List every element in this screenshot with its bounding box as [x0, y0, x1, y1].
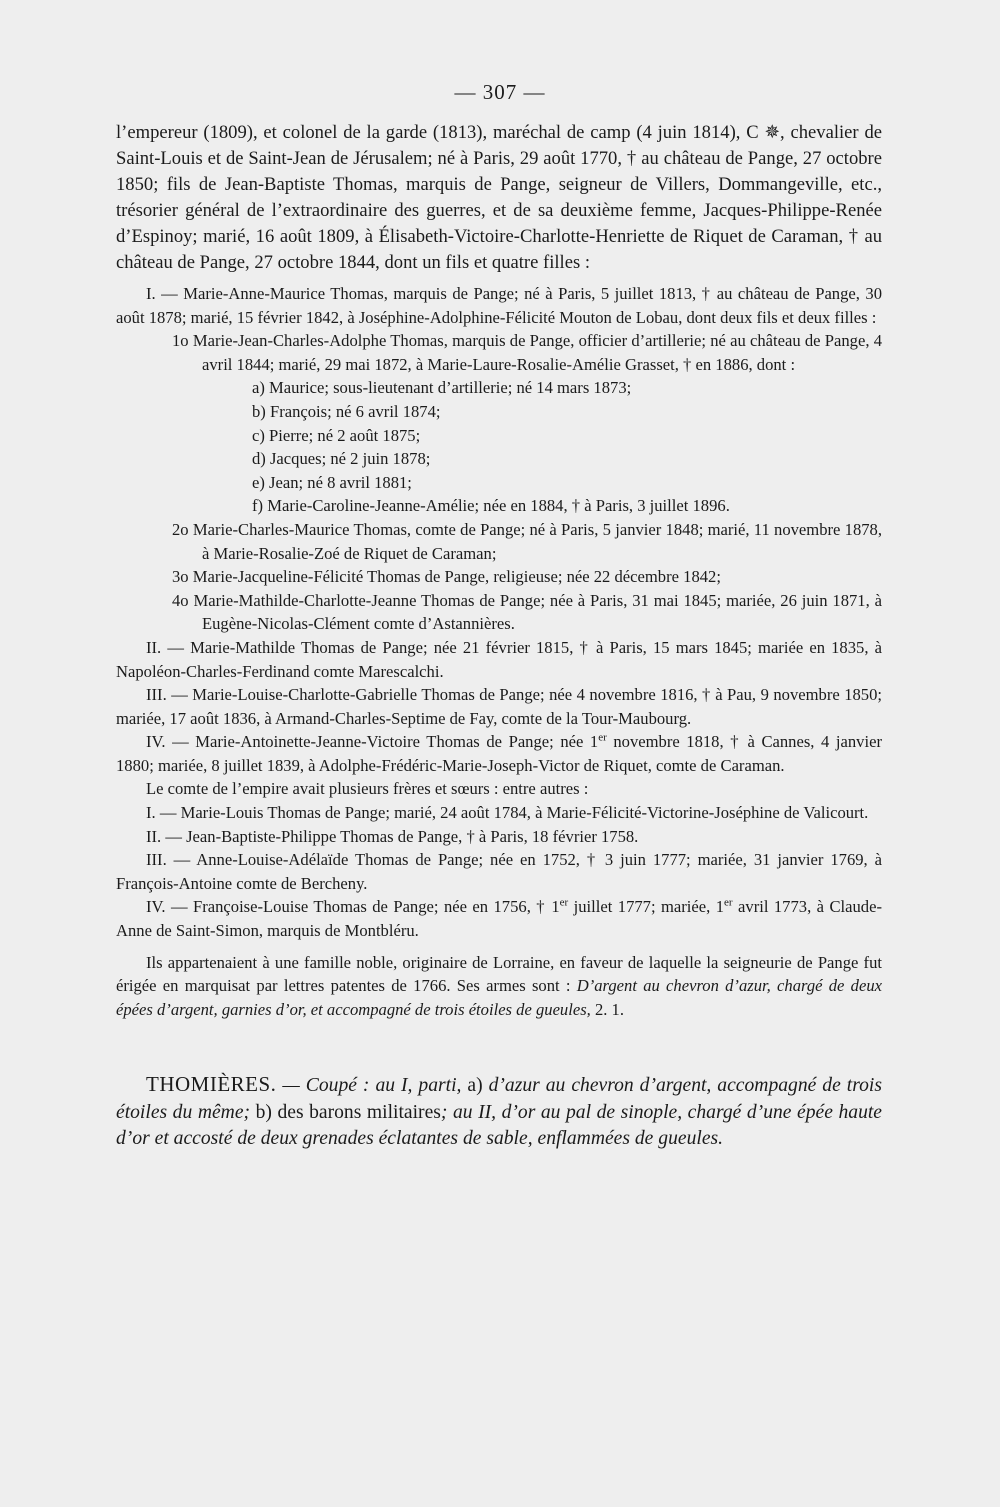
sibling-entry-2: II. — Jean-Baptiste-Philippe Thomas de Pange, † à Paris, 18 février 1758. — [146, 826, 639, 846]
child-entry-4: IV. — Marie-Antoinette-Jeanne-Victoire Thomas de Pange; née 1er novembre 1818, † à Cannes, 4 janvier 1880; mariée, 8 juillet 1839, à Adolphe-Frédéric-Marie-Joseph-Victor de Riquet, comte de Caraman. — [116, 731, 882, 775]
child-entry-2: II. — Marie-Mathilde Thomas de Pange; née 21 février 1815, † à Paris, 15 mars 1845; mariée en 1835, à Napoléon-Charles-Ferdinand comte Marescalchi. — [116, 637, 882, 681]
greatgrandchild-b: b) François; né 6 avril 1874; — [252, 401, 441, 421]
paragraph-intro: l’empereur (1809), et colonel de la garde (1813), maréchal de camp (4 juin 1814), C ✵, chevalier de Saint-Louis et de Saint-Jean de Jérusalem; né à Paris, 29 août 1770, † au château de Pange, 27 octobre 1850; fils de Jean-Baptiste Thomas, marquis de Pange, seigneur de Villers, Dommangeville, etc., trésorier général de l’extraordinaire des guerres, et de sa deuxième femme, Jacques-Philippe-Renée d’Espinoy; marié, 16 août 1809, à Élisabeth-Victoire-Charlotte-Henriette de Riquet de Caraman, † au château de Pange, 27 octobre 1844, dont un fils et quatre filles : — [116, 122, 882, 273]
entry-heading: THOMIÈRES. — [146, 1072, 277, 1097]
sibling-entry-1: I. — Marie-Louis Thomas de Pange; marié, 24 août 1784, à Marie-Félicité-Victorine-Joséphine de Valicourt. — [146, 803, 869, 823]
thomieres-entry: THOMIÈRES. — Coupé : au I, parti, a) d’azur au chevron d’argent, accompagné de trois étoiles du même; b) des barons militaires; au II, d’or au pal de sinople, chargé d’une épée haute d’or et accosté de deux grenades éclatantes de sable, enflammées de gueules. — [116, 1072, 883, 1150]
arms-blazon: D’argent au chevron d’azur, chargé de deux épées d’argent, garnies d’or, et accompagné de trois étoiles de gueules, — [116, 976, 882, 1019]
child-entry-3: III. — Marie-Louise-Charlotte-Gabrielle Thomas de Pange; née 4 novembre 1816, † à Pau, 9 novembre 1850; mariée, 17 août 1836, à Armand-Charles-Septime de Fay, comte de la Tour-Maubourg. — [116, 685, 882, 728]
greatgrandchild-a: a) Maurice; sous-lieutenant d’artillerie; né 14 mars 1873; — [252, 378, 632, 398]
page-body — [116, 120, 882, 1153]
greatgrandchild-c: c) Pierre; né 2 août 1875; — [252, 425, 421, 445]
children-list — [116, 282, 882, 1021]
grandchild-entry-3: 3o Marie-Jacqueline-Félicité Thomas de Pange, religieuse; née 22 décembre 1842; — [172, 567, 721, 587]
greatgrandchild-d: d) Jacques; né 2 juin 1878; — [252, 449, 431, 469]
family-paragraph: Ils appartenaient à une famille noble, originaire de Lorraine, en faveur de laquelle la seigneurie de Pange fut érigée en marquisat par lettres patentes de 1766. Ses armes sont : D’argent au chevron d’azur, chargé de deux épées d’argent, garnies d’or, et accompagné de trois étoiles de gueules, 2. 1. — [116, 952, 882, 1019]
grandchild-entry-4: 4o Marie-Mathilde-Charlotte-Jeanne Thomas de Pange; née à Paris, 31 mai 1845; mariée, 26 juin 1871, à Eugène-Nicolas-Clément comte d’Astannières. — [172, 590, 882, 634]
grandchild-entry-2: 2o Marie-Charles-Maurice Thomas, comte de Pange; né à Paris, 5 janvier 1848; marié, 11 novembre 1878, à Marie-Rosalie-Zoé de Riquet de Caraman; — [172, 519, 882, 563]
sibling-entry-4: IV. — Françoise-Louise Thomas de Pange; née en 1756, † 1er juillet 1777; mariée, 1er avril 1773, à Claude-Anne de Saint-Simon, marquis de Montbléru. — [116, 896, 882, 941]
greatgrandchild-e: e) Jean; né 8 avril 1881; — [252, 472, 412, 492]
greatgrandchild-f: f) Marie-Caroline-Jeanne-Amélie; née en 1884, † à Paris, 3 juillet 1896. — [252, 496, 730, 516]
grandchild-entry-1: 1o Marie-Jean-Charles-Adolphe Thomas, marquis de Pange, officier d’artillerie; né au château de Pange, 4 avril 1844; marié, 29 mai 1872, à Marie-Laure-Rosalie-Amélie Grasset, † en 1886, dont : — [172, 331, 882, 374]
page-number: — 307 — — [454, 80, 546, 104]
child-entry-1: I. — Marie-Anne-Maurice Thomas, marquis de Pange; né à Paris, 5 juillet 1813, † au château de Pange, 30 août 1878; marié, 15 février 1842, à Joséphine-Adolphine-Félicité Mouton de Lobau, dont deux fils et deux filles : — [116, 284, 882, 327]
siblings-intro: Le comte de l’empire avait plusieurs frères et sœurs : entre autres : — [146, 779, 589, 799]
sibling-entry-3: III. — Anne-Louise-Adélaïde Thomas de Pange; née en 1752, † 3 juin 1777; mariée, 31 janvier 1769, à François-Antoine comte de Bercheny. — [116, 850, 882, 893]
